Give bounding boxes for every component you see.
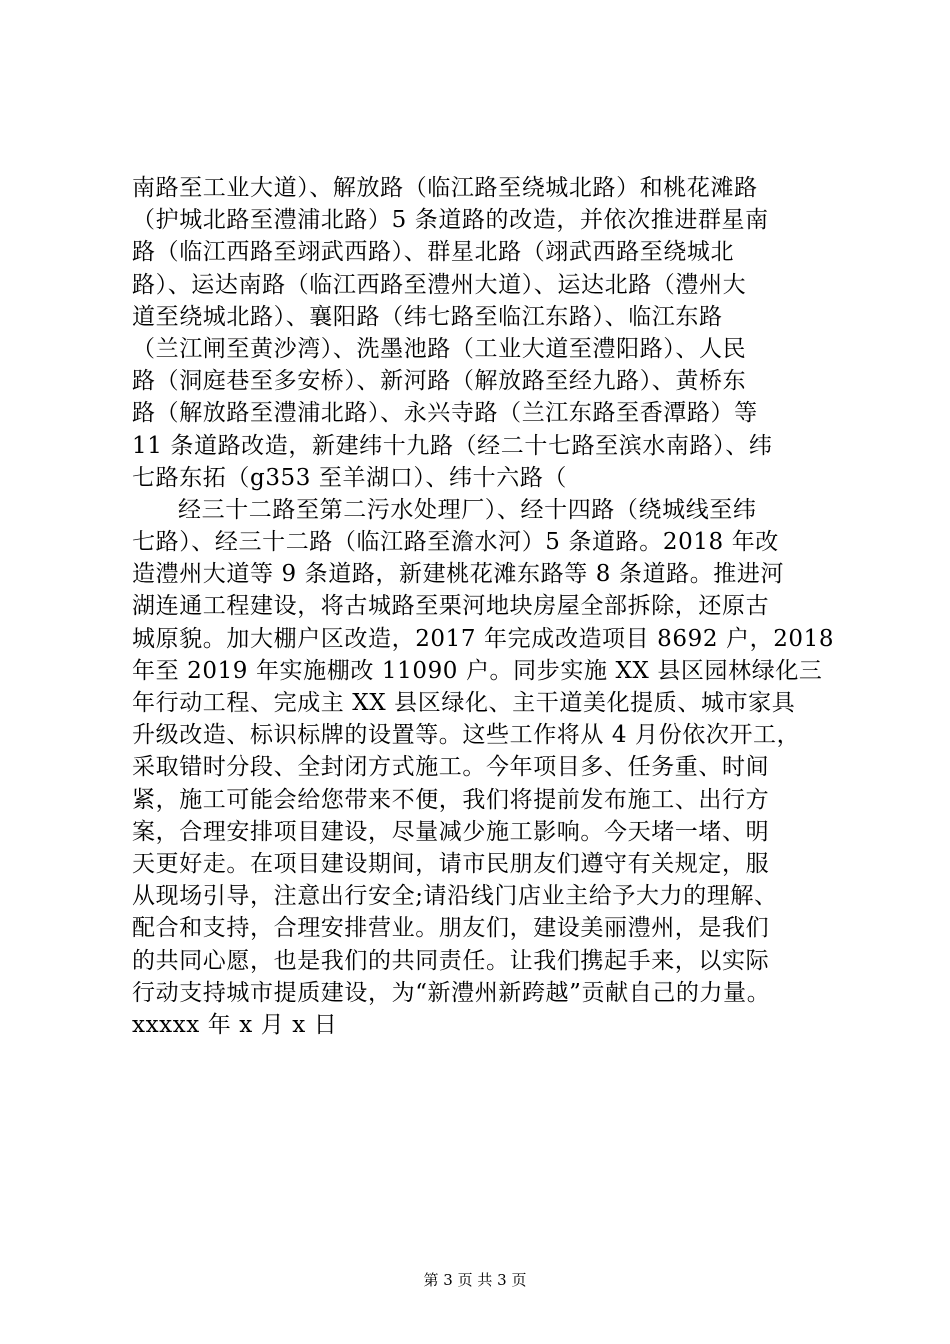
body-text [132,172,835,1041]
text-line-20: 紧，施工可能会给您带来不便，我们将提前发布施工、出行方 [132,786,770,813]
text-line-12: 七路）、经三十二路（临江路至澹水河）5 条道路。2018 年改 [132,529,779,556]
text-line-17: 年行动工程、完成主 XX 县区绿化、主干道美化提质、城市家具 [132,690,796,716]
text-line-5: 道至绕城北路）、襄阳路（纬七路至临江东路）、临江东路 [132,303,723,330]
text-line-3: 路（临江西路至翊武西路）、群星北路（翊武西路至绕城北 [132,239,735,266]
text-line-21: 案，合理安排项目建设，尽量减少施工影响。今天堵一堵、明 [132,818,770,845]
text-line-11: 经三十二路至第二污水处理厂）、经十四路（绕城线至纬 [178,496,757,523]
text-line-13: 造澧州大道等 9 条道路，新建桃花滩东路等 8 条道路。推进河 [132,561,785,588]
text-line-9: 11 条道路改造，新建纬十九路（经二十七路至滨水南路）、纬 [132,432,773,459]
text-line-24: 配合和支持，合理安排营业。朋友们，建设美丽澧州，是我们 [132,915,770,942]
text-line-26: 行动支持城市提质建设，为“新澧州新跨越”贡献自己的力量。 [132,979,771,1006]
text-line-8: 路（解放路至澧浦北路）、永兴寺路（兰江东路至香潭路）等 [132,400,758,427]
page-footer [0,1270,950,1290]
text-line-7: 路（洞庭巷至多安桥）、新河路（解放路至经九路）、黄桥东 [132,368,747,395]
text-line-15: 城原貌。加大棚户区改造，2017 年完成改造项目 8692 户，2018 [132,625,835,652]
text-line-22: 天更好走。在项目建设期间，请市民朋友们遵守有关规定，服 [132,850,770,877]
text-line-18: 升级改造、标识标牌的设置等。这些工作将从 4 月份依次开工， [132,722,801,749]
text-line-10: 七路东拓（g353 至羊湖口）、纬十六路（ [132,464,568,491]
text-line-25: 的共同心愿，也是我们的共同责任。让我们携起手来，以实际 [132,947,770,974]
text-line-14: 湖连通工程建设，将古城路至栗河地块房屋全部拆除，还原古 [132,593,770,620]
text-line-1: 南路至工业大道）、解放路（临江路至绕城北路）和桃花滩路 [132,175,758,201]
text-line-23: 从现场引导，注意出行安全;请沿线门店业主给予大力的理解、 [132,883,778,910]
text-line-16: 年至 2019 年实施棚改 11090 户。同步实施 XX 县区园林绿化三 [132,657,823,684]
date-line: xxxxx 年 x 月 x 日 [132,1011,338,1038]
text-line-19: 采取错时分段、全封闭方式施工。今年项目多、任务重、时间 [132,754,770,781]
text-line-6: （兰江闸至黄沙湾）、洗墨池路（工业大道至澧阳路）、人民 [132,335,747,362]
text-line-4: 路）、运达南路（临江西路至澧州大道）、运达北路（澧州大 [132,271,747,298]
page-number-label: 第 3 页 共 3 页 [423,1271,527,1289]
text-line-2: （护城北路至澧浦北路）5 条道路的改造，并依次推进群星南 [132,207,769,234]
